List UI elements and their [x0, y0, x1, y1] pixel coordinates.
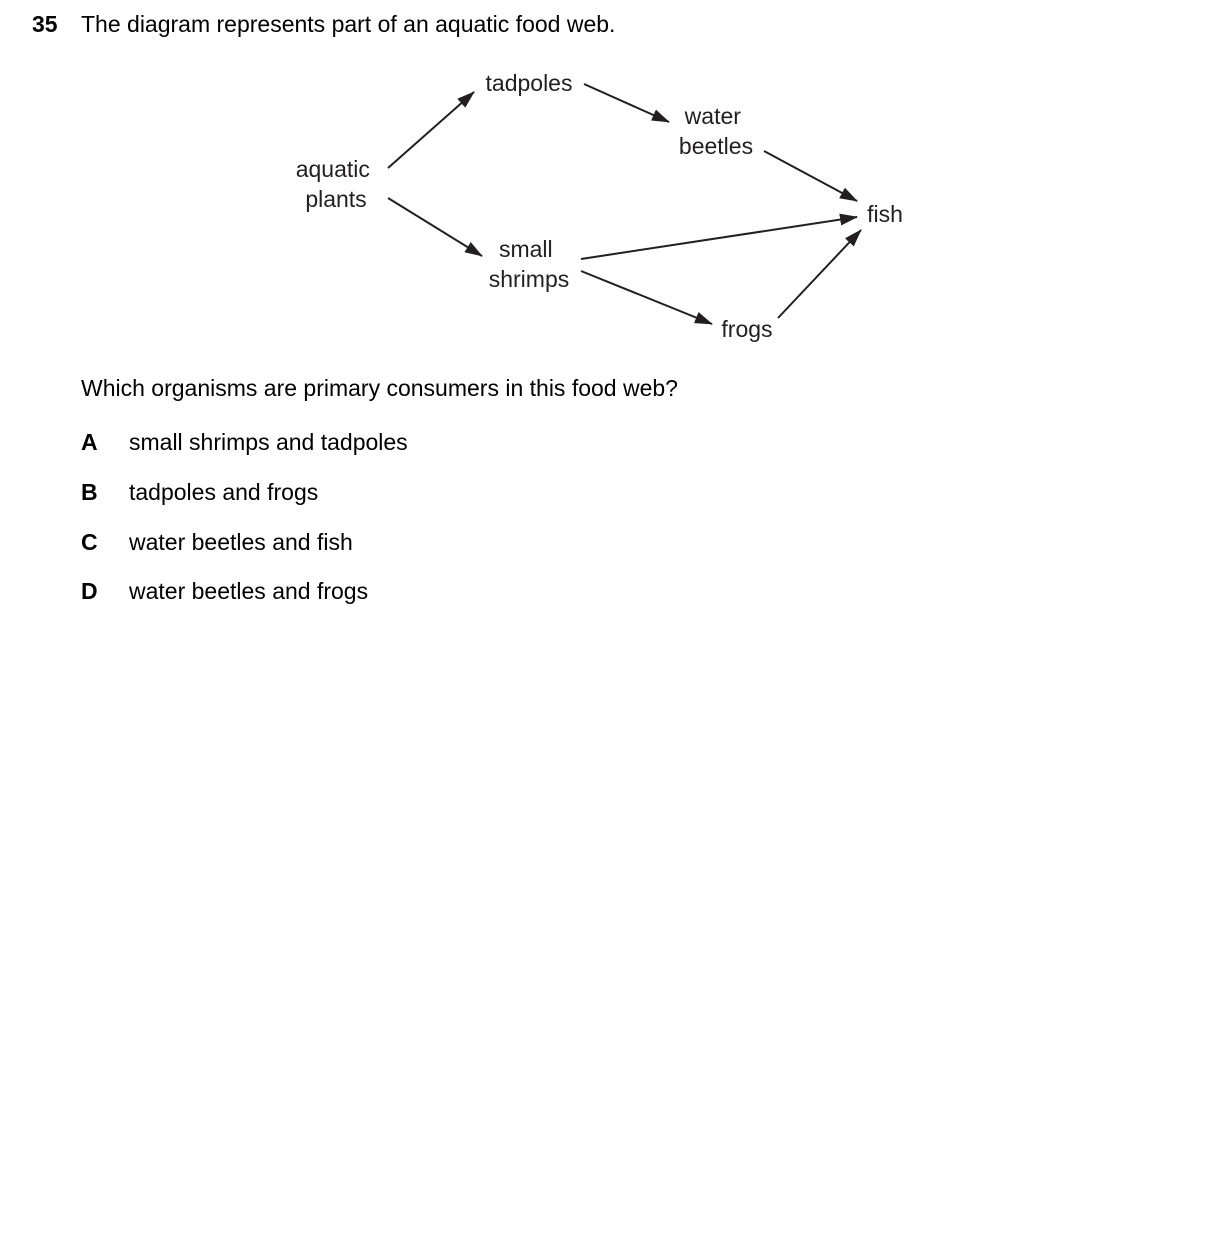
- option-text: tadpoles and frogs: [129, 479, 319, 505]
- question-stem: The diagram represents part of an aquatic food web.: [81, 11, 616, 37]
- option-letter: B: [81, 479, 98, 505]
- option-letter: A: [81, 429, 98, 455]
- arrow-water-beetles-to-fish: [764, 151, 857, 201]
- option-text: water beetles and fish: [129, 529, 353, 555]
- arrow-frogs-to-fish: [778, 230, 861, 318]
- option-text: water beetles and frogs: [129, 578, 369, 604]
- question-prompt: Which organisms are primary consumers in this food web?: [81, 375, 678, 401]
- node-tadpoles: tadpoles: [485, 70, 573, 96]
- arrow-aquatic-plants-to-small-shrimps: [388, 198, 482, 256]
- option-a[interactable]: [81, 429, 408, 456]
- node-aquatic-plants: aquatic plants: [295, 156, 370, 212]
- node-fish: fish: [867, 201, 903, 227]
- arrow-small-shrimps-to-fish: [581, 217, 857, 259]
- option-letter: C: [81, 529, 98, 555]
- option-text: small shrimps and tadpoles: [129, 429, 408, 455]
- option-letter: D: [81, 578, 98, 604]
- arrow-small-shrimps-to-frogs: [581, 271, 712, 324]
- food-web-diagram: [0, 0, 1209, 360]
- option-d[interactable]: [81, 578, 368, 605]
- arrow-tadpoles-to-water-beetles: [584, 84, 669, 122]
- node-water-beetles: water beetles: [678, 103, 754, 159]
- arrow-aquatic-plants-to-tadpoles: [388, 92, 474, 168]
- option-b[interactable]: [81, 479, 318, 506]
- question-number: 35: [32, 11, 58, 37]
- node-small-shrimps: small shrimps: [488, 236, 570, 292]
- node-frogs: frogs: [721, 316, 773, 342]
- option-c[interactable]: [81, 529, 353, 556]
